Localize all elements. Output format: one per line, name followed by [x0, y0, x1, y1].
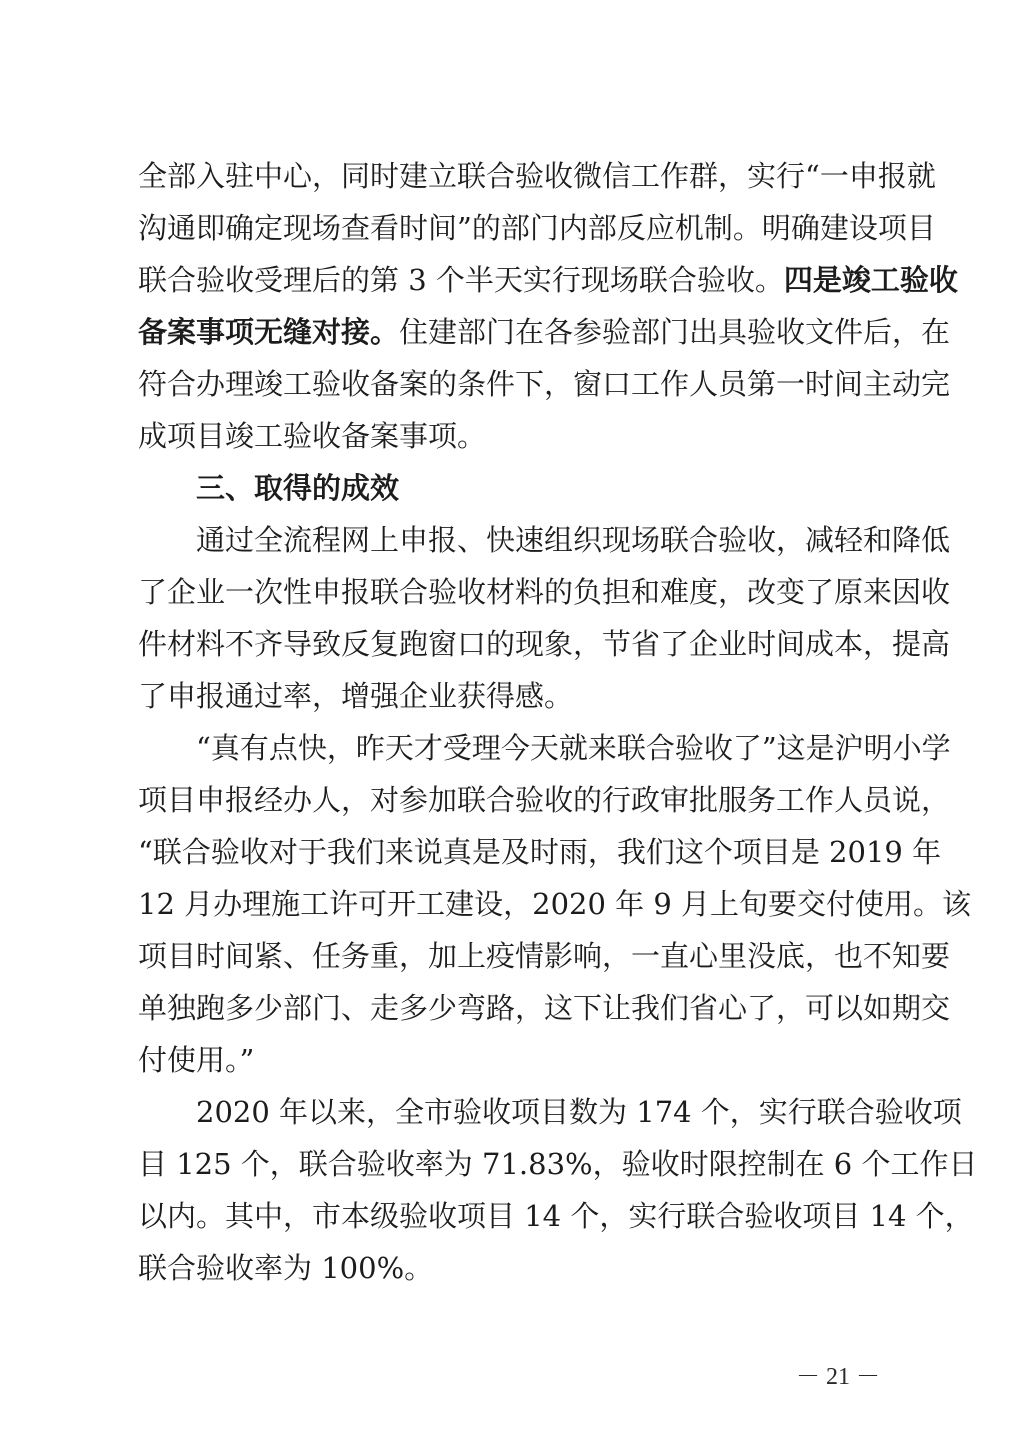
line-text: 联合验收受理后的第 3 个半天实行现场联合验收。 [138, 263, 784, 297]
page-number: － 21 － [796, 1364, 880, 1390]
paragraph-line: 了企业一次性申报联合验收材料的负担和难度，改变了原来因收 [138, 575, 951, 609]
paragraph-line: 项目申报经办人，对参加联合验收的行政审批服务工作人员说， [138, 783, 951, 817]
paragraph-line [138, 306, 951, 358]
paragraph-line: 联合验收率为 100%。 [138, 1251, 434, 1285]
paragraph-line: 付使用。” [138, 1043, 255, 1077]
paragraph-line: 单独跑多少部门、走多少弯路，这下让我们省心了，可以如期交 [138, 991, 951, 1025]
paragraph-line: 2020 年以来，全市验收项目数为 174 个，实行联合验收项 [196, 1095, 962, 1129]
paragraph-line: 项目时间紧、任务重，加上疫情影响，一直心里没底，也不知要 [138, 939, 951, 973]
paragraph-line: 了申报通过率，增强企业获得感。 [138, 679, 574, 713]
paragraph-line: 目 125 个，联合验收率为 71.83%，验收时限控制在 6 个工作日 [138, 1147, 978, 1181]
paragraph-line: 12 月办理施工许可开工建设，2020 年 9 月上旬要交付使用。该 [138, 887, 972, 921]
paragraph-line: 成项目竣工验收备案事项。 [138, 419, 487, 453]
line-text: 住建部门在各参验部门出具验收文件后，在 [399, 315, 951, 349]
paragraph-line [138, 254, 958, 306]
paragraph-line: 符合办理竣工验收备案的条件下，窗口工作人员第一时间主动完 [138, 367, 951, 401]
bold-line-text: 备案事项无缝对接。 [138, 315, 400, 349]
bold-line-text: 四是竣工验收 [783, 263, 958, 297]
paragraph-line: 件材料不齐导致反复跑窗口的现象，节省了企业时间成本，提高 [138, 627, 951, 661]
paragraph-line: “真有点快，昨天才受理今天就来联合验收了”这是沪明小学 [196, 731, 951, 765]
paragraph-line: 沟通即确定现场查看时间”的部门内部反应机制。明确建设项目 [138, 211, 936, 245]
paragraph-line: “联合验收对于我们来说真是及时雨，我们这个项目是 2019 年 [138, 835, 942, 869]
paragraph-line: 通过全流程网上申报、快速组织现场联合验收，减轻和降低 [196, 523, 951, 557]
paragraph-line: 全部入驻中心，同时建立联合验收微信工作群，实行“一申报就 [138, 159, 936, 193]
section-heading: 三、取得的成效 [196, 471, 400, 505]
paragraph-line: 以内。其中，市本级验收项目 14 个，实行联合验收项目 14 个， [138, 1199, 974, 1233]
